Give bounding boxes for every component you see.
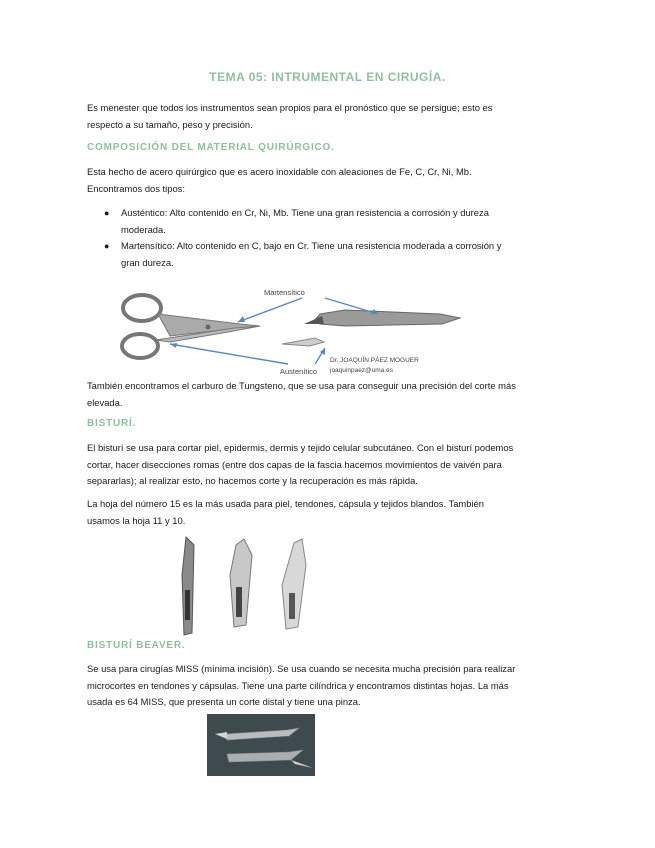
composition-heading: COMPOSICIÓN DEL MATERIAL QUIRÚRGICO. xyxy=(87,142,335,153)
arrow-martensitico-left xyxy=(238,298,302,322)
beaver-heading: BISTURÍ BEAVER. xyxy=(87,640,186,651)
scissors-scalpel-figure xyxy=(110,280,470,378)
bisturi-paragraph-2: La hoja del número 15 es la más usada para piel, tendones, cápsula y tejidos blandos. También usamos la hoja 11 y 10. xyxy=(87,498,484,526)
scalpel-blade-mounted xyxy=(304,316,324,324)
loose-blade xyxy=(282,338,324,346)
list-item-text: Martensítico: Alto contenido en C, bajo en Cr. Tiene una resistencia moderada a corrosión y gran dureza. xyxy=(121,240,502,268)
bisturi-paragraph-1: El bisturí se usa para cortar piel, epidermis, dermis y tejido celular subcutáneo. Con el bisturí podemos cortar, hacer disecciones romas (entre dos capas de la fascia hacemos movimientos de vaivén para separarlas); al realizar esto, no hacemos corte y la recuperación es más rápida. xyxy=(87,442,514,486)
label-martensitico: Martensítico xyxy=(264,288,305,297)
page-title: TEMA 05: INTRUMENTAL EN CIRUGÍA. xyxy=(209,70,446,84)
tungsten-paragraph: También encontramos el carburo de Tungsteno, que se usa para conseguir una precisión del corte más elevada. xyxy=(87,380,516,408)
scissors-ring-lower xyxy=(122,334,158,358)
scissors-ring-upper xyxy=(123,295,161,321)
bullet-icon: ● xyxy=(104,208,110,218)
steel-types-list xyxy=(104,205,514,271)
list-item-text: Austéntico: Alto contenido en Cr, Ni, Mb. Tiene una gran resistencia a corrosión y dureza moderada. xyxy=(121,207,489,235)
composition-paragraph: Esta hecho de acero quirúrgico que es acero inoxidable con aleaciones de Fe, C, Cr, Ni, Mb. Encontramos dos tipos: xyxy=(87,166,472,194)
arrow-head xyxy=(238,316,245,322)
arrow-austenitico-left xyxy=(170,344,288,364)
list-item xyxy=(104,238,514,271)
bullet-icon: ● xyxy=(104,241,110,251)
label-austenitico: Austenítico xyxy=(280,367,318,376)
list-item xyxy=(104,205,514,238)
blade-slot xyxy=(236,587,242,617)
bisturi-heading: BISTURÍ. xyxy=(87,418,137,429)
scissors-pivot xyxy=(206,325,211,330)
scalpel-handle xyxy=(315,310,460,326)
beaver-paragraph: Se usa para cirugías MISS (mínima incisión). Se usa cuando se necesita mucha precisión para realizar microcortes en tendones y cápsulas. Tiene una parte cilíndrica y encontramos distintas hojas. La más usada es 64 MISS, que presenta un corte distal y tiene una pinza. xyxy=(87,663,516,707)
blade-slot xyxy=(185,590,190,620)
photo-background xyxy=(207,714,315,776)
figure-email: joaquinpaez@uma.es xyxy=(330,367,393,374)
blade-11 xyxy=(182,537,194,635)
figure-author: Dr. JOAQUÍN PÁEZ MOGUER xyxy=(330,357,419,364)
beaver-blades-photo xyxy=(207,714,315,776)
scalpel-blades-figure xyxy=(170,535,330,640)
intro-paragraph: Es menester que todos los instrumentos sean propios para el pronóstico que se persigue; esto es respecto a su tamaño, peso y precisión. xyxy=(87,102,493,130)
blade-slot xyxy=(289,593,295,619)
